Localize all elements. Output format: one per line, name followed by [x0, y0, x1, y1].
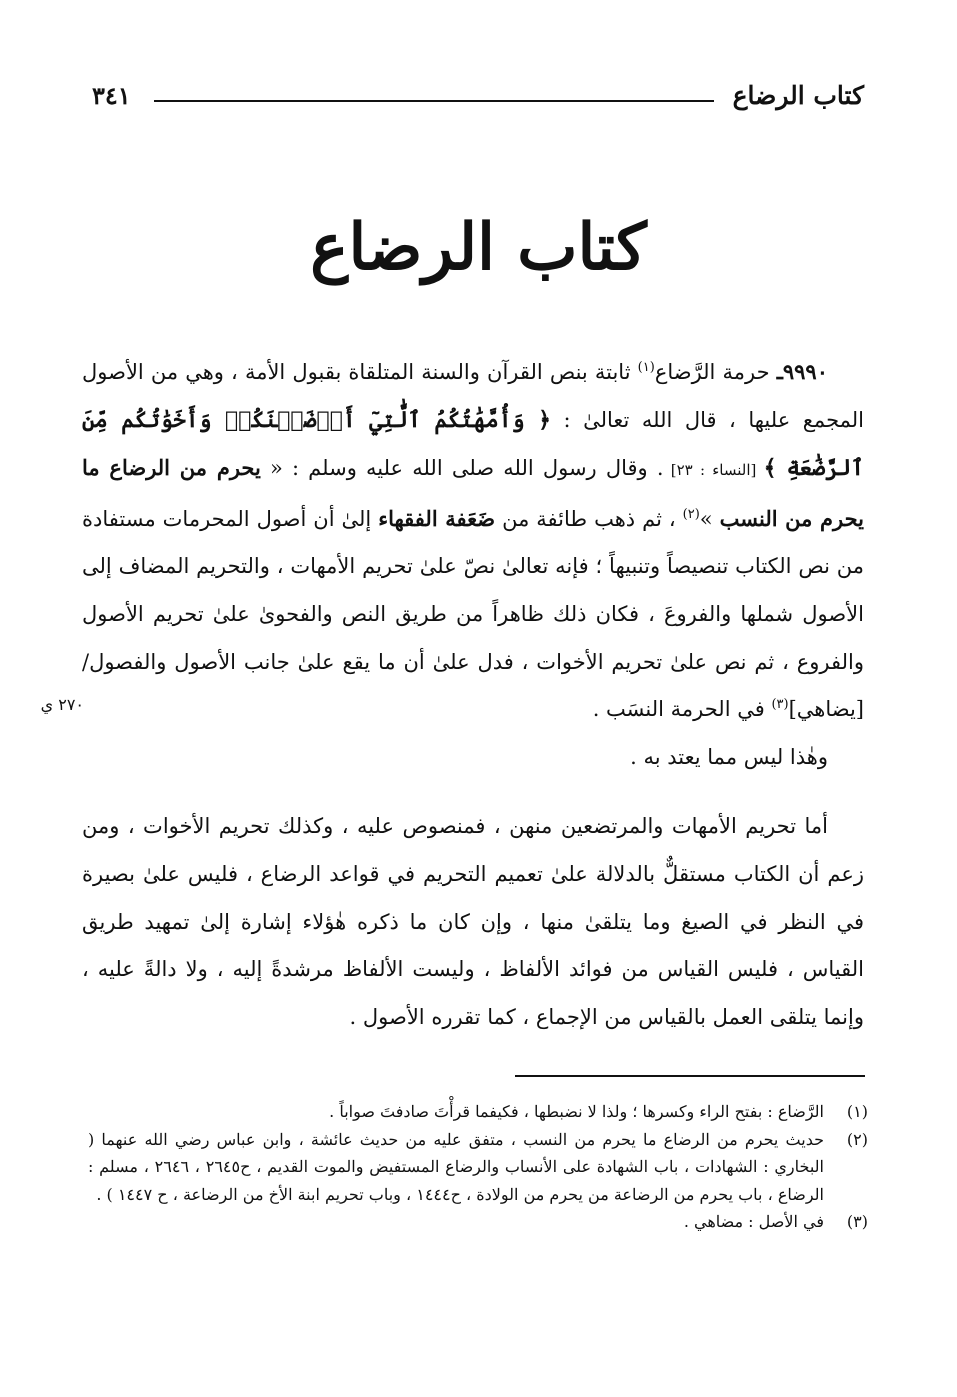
text-run: أما تحريم الأمهات والمرتضعين منهن ، فمنصوص عليه ، وكذلك تحريم الأخوات ، ومن زعم أن الكتاب مستقلٌّ بالدلالة علىٰ تعميم التحريم في قواعد الرضاع ، فليس علىٰ بصيرة في النظر في الصيغ وما يتلقىٰ منها ، وإن كان ما ذكره هٰؤلاء إشارة إلىٰ تمهيد طريق القياس ، فليس القياس من فوائد الألفاظ ، وليست الألفاظ مرشدةً إليه ، ولا دالةً عليه ، وإنما يتلقى العمل بالقياس من الإجماع ، كما تقرره الأصول .: [82, 814, 864, 1029]
paragraph-2: [82, 734, 864, 782]
running-title: كتاب الرضاع: [732, 81, 864, 110]
footnote-item: [88, 1126, 868, 1209]
text-run: ، ثم ذهب طائفة من: [495, 506, 683, 531]
text-run: إلىٰ أن أصول المحرمات مستفادة من نص الكتاب تنصيصاً وتنبيهاً ؛ فإنه تعالىٰ نصّ علىٰ تحريم الأمهات ، والتحريم المضاف إلى الأصول شملها والفروعَ ، فكان ذلك ظاهراً من طريق النص والفحوىٰ علىٰ تحريم الأصول والفروع ، ثم نص علىٰ تحريم الأخوات ، فدل علىٰ أن ما يقع علىٰ جانب الأصول والفصول/ [يضاهي]: [82, 506, 864, 722]
text-run: . وقال رسول الله صلى الله عليه وسلم : «: [260, 456, 664, 481]
main-text: [82, 348, 864, 1041]
footnote-ref-2[interactable]: (٢): [682, 506, 700, 522]
footnote-text: الرَّضاع : بفتح الراء وكسرها ؛ ولذا لا نضبطها ، فكيفما قرأْتَ صادفتَ صواباً .: [329, 1102, 824, 1121]
footnote-ref-3[interactable]: (٣): [771, 697, 789, 713]
footnote-text: حديث يحرم من الرضاع ما يحرم من النسب ، متفق عليه من حديث عائشة ، وابن عباس رضي الله عنهما ( البخاري : الشهادات ، باب الشهادة على الأنساب والرضاع المستفيض والموت القديم ، ح٢٦٤٥ ، ٢٦٤٦ ، مسلم : الرضاع ، باب يحرم من الرضاعة من يحرم من الولادة ، ح١٤٤٤ ، وباب تحريم ابنة الأخ من الرضاعة ، ح ١٤٤٧ ) .: [88, 1129, 825, 1204]
footnote-number: (١): [846, 1102, 868, 1121]
text-run: »: [699, 506, 720, 531]
quran-verse: ﴿ وَأُمَّهَٰتُكُمُ ٱلَّٰتِيٓ أَرۡضَعۡنَكُمۡ وَأَخَوَٰتُكُم مِّنَ ٱلرَّضَٰعَةِ ﴾: [82, 406, 864, 482]
verse-reference: [النساء : ٢٣]: [663, 461, 764, 480]
footnotes: [88, 1098, 868, 1236]
text-run: ثابتة بنص القرآن والسنة المتلقاة بقبول الأمة ، وهي من الأصول المجمع عليها ، قال الله تعالىٰ :: [82, 360, 865, 432]
chapter-title: كتاب الرضاع: [310, 210, 647, 285]
footnote-number: (٣): [846, 1212, 868, 1232]
page-header: [92, 76, 864, 116]
text-run: وهٰذا ليس مما يعتد به .: [630, 744, 828, 769]
entry-number: ٩٩٩٠ـ: [776, 359, 828, 384]
footnote-item: [88, 1208, 868, 1236]
paragraph-3: [82, 803, 864, 1041]
footnote-item: [88, 1098, 868, 1126]
footnote-ref-1[interactable]: (١): [637, 360, 655, 375]
page-number: ٣٤١: [92, 81, 131, 110]
text-run: حرمة الرَّضاع: [654, 360, 770, 384]
footnote-number: (٢): [846, 1129, 868, 1149]
bold-phrase: ضَعَفة الفقهاء: [378, 505, 496, 531]
hadith-text: يحرم من الرضاع ما يحرم من النسب: [82, 455, 864, 531]
text-run: في الحرمة النسَب .: [592, 697, 772, 722]
header-rule: [154, 100, 714, 102]
footnote-separator: [515, 1075, 865, 1077]
paragraph-9990: [82, 348, 864, 734]
footnote-text: في الأصل : مضاهي .: [683, 1212, 824, 1232]
margin-note: ٢٧٠ ي: [40, 695, 84, 714]
